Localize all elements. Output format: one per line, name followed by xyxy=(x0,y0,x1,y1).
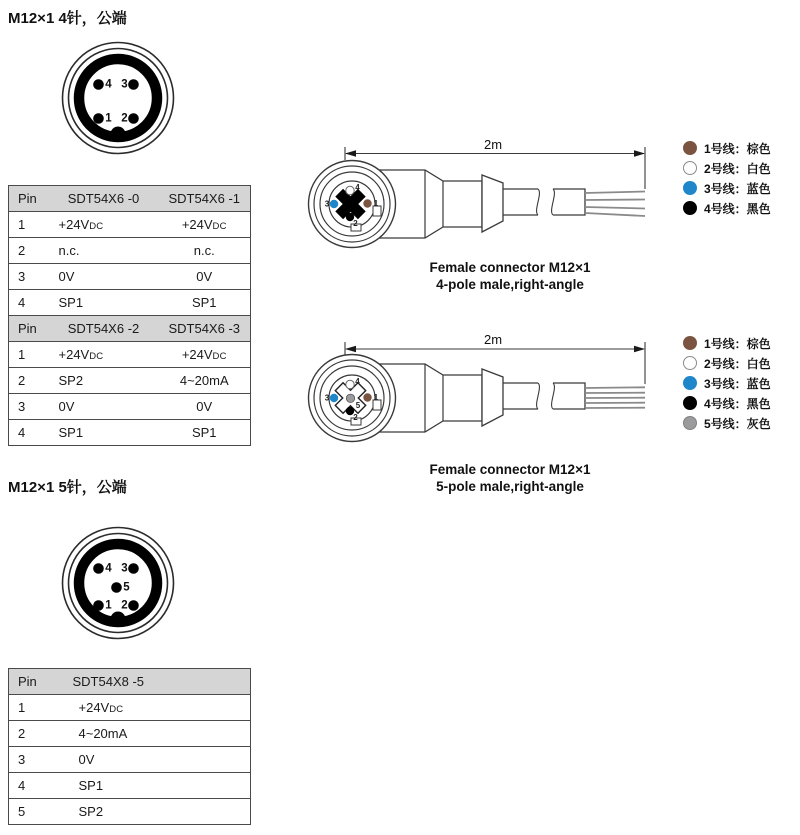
legend-item xyxy=(683,178,771,198)
pin-number-cell: 3 xyxy=(9,394,49,420)
column-header: SDT54X6 -3 xyxy=(159,316,251,342)
signal-cell: +24VDC xyxy=(49,342,159,368)
signal-cell: SP1 xyxy=(159,420,251,446)
subscript: DC xyxy=(109,704,124,715)
face-pin-label-1: 1 xyxy=(373,199,379,208)
subscript: DC xyxy=(212,221,227,232)
signal-cell: 4~20mA xyxy=(63,721,251,747)
face-pin-label-4: 4 xyxy=(355,183,360,192)
pin-number-cell: 2 xyxy=(9,238,49,264)
dim-label-2m: 2m xyxy=(483,137,503,152)
signal-cell: 4~20mA xyxy=(159,368,251,394)
pin-number-cell: 2 xyxy=(9,721,63,747)
pin-number-cell: 4 xyxy=(9,290,49,316)
signal-cell: SP1 xyxy=(159,290,251,316)
signal-cell: SP1 xyxy=(49,420,159,446)
signal-cell: SP2 xyxy=(63,799,251,825)
column-header: Pin xyxy=(9,669,63,695)
signal-cell: +24VDC xyxy=(49,212,159,238)
table-row xyxy=(9,290,251,316)
legend-label: 3号线：蓝色 xyxy=(704,376,771,391)
column-header: Pin xyxy=(9,186,49,212)
pin-label-3: 3 xyxy=(121,562,128,575)
face-dot-brown-pin1 xyxy=(363,199,371,207)
cable-break-curve-1 xyxy=(537,383,540,409)
section-heading-4pin: M12×1 4针，公端 xyxy=(8,10,127,27)
wire-color-dot xyxy=(683,201,697,215)
signal-cell: +24VDC xyxy=(63,695,251,721)
pin-number-cell: 4 xyxy=(9,773,63,799)
pin-dot-2 xyxy=(128,600,139,611)
face-pin-label-3: 3 xyxy=(324,393,330,403)
column-header: SDT54X8 -5 xyxy=(63,669,251,695)
cable-segment-2 xyxy=(553,189,585,215)
pin-number-cell: 5 xyxy=(9,799,63,825)
pin-label-4: 4 xyxy=(105,562,112,575)
face-dot-blue-pin3 xyxy=(330,200,338,208)
caption-line-2: 4-pole male,right-angle xyxy=(436,277,584,292)
wire-color-dot xyxy=(683,161,697,175)
legend-item xyxy=(683,353,771,373)
legend-label: 1号线：棕色 xyxy=(704,336,771,351)
connector-front-diagram-5pin xyxy=(58,523,178,648)
table-row xyxy=(9,212,251,238)
connector-front-4pin-svg xyxy=(58,38,178,158)
caption-line-2: 5-pole male,right-angle xyxy=(436,479,584,494)
face-pin-label-4: 4 xyxy=(355,377,360,386)
legend-item xyxy=(683,413,771,433)
pin-dot-5 xyxy=(111,582,122,593)
dim-arrow-left xyxy=(345,150,356,157)
legend-label: 5号线：灰色 xyxy=(704,416,771,431)
legend-label: 4号线：黑色 xyxy=(704,201,771,216)
connector-face-5pole xyxy=(309,355,396,442)
column-header: SDT54X6 -2 xyxy=(49,316,159,342)
signal-cell: SP1 xyxy=(63,773,251,799)
stripped-wires-4 xyxy=(585,192,645,217)
signal-cell: n.c. xyxy=(49,238,159,264)
signal-cell: SP2 xyxy=(49,368,159,394)
face-dot-white-pin2 xyxy=(346,380,354,388)
dim-arrow-right xyxy=(634,346,645,353)
pin-label-3: 3 xyxy=(121,78,128,91)
table-row xyxy=(9,773,251,799)
legend-item xyxy=(683,138,771,158)
legend-label: 1号线：棕色 xyxy=(704,141,771,156)
signal-cell: n.c. xyxy=(159,238,251,264)
pin-dot-3 xyxy=(128,79,139,90)
legend-item xyxy=(683,333,771,353)
table-row xyxy=(9,721,251,747)
pin-table-4pin xyxy=(8,185,251,446)
pin-number-cell: 3 xyxy=(9,264,49,290)
table-row xyxy=(9,368,251,394)
face-pin-label-1: 1 xyxy=(373,393,379,402)
pin-number-cell: 2 xyxy=(9,368,49,394)
cable-gland-nut xyxy=(482,369,503,426)
pin-number-cell: 1 xyxy=(9,342,49,368)
cable-break-curve-2 xyxy=(552,189,555,215)
face-pin-label-3: 3 xyxy=(324,199,330,209)
legend-item xyxy=(683,393,771,413)
keyway-notch xyxy=(111,127,126,142)
legend-label: 3号线：蓝色 xyxy=(704,181,771,196)
wire-color-legend-5pole xyxy=(683,333,771,433)
legend-item xyxy=(683,373,771,393)
pin-label-2: 2 xyxy=(121,112,128,125)
wire-color-dot xyxy=(683,336,697,350)
pin-dot-2 xyxy=(128,113,139,124)
subscript: DC xyxy=(212,351,227,362)
pin-label-5: 5 xyxy=(123,581,130,594)
face-pin-label-5: 5 xyxy=(355,401,361,410)
table-row xyxy=(9,420,251,446)
wire-color-dot xyxy=(683,356,697,370)
connector-front-5pin-svg xyxy=(58,523,178,643)
caption-line-1: Female connector M12×1 xyxy=(429,260,591,275)
wire-color-dot xyxy=(683,416,697,430)
pin-dot-1 xyxy=(93,600,104,611)
pin-dot-1 xyxy=(93,113,104,124)
face-dot-brown-pin1 xyxy=(363,393,371,401)
legend-item xyxy=(683,198,771,218)
cable-segment-1 xyxy=(503,189,538,215)
table-row xyxy=(9,264,251,290)
subscript: DC xyxy=(89,351,104,362)
table-row xyxy=(9,238,251,264)
connector-face-4pole xyxy=(309,161,396,248)
keyway-notch xyxy=(111,612,126,627)
signal-cell: 0V xyxy=(63,747,251,773)
pin-label-1: 1 xyxy=(105,112,112,125)
table-header-row xyxy=(9,186,251,212)
signal-cell: 0V xyxy=(49,264,159,290)
pin-dot-3 xyxy=(128,563,139,574)
cable-segment-2 xyxy=(553,383,585,409)
cable-gland-nut xyxy=(482,175,503,232)
legend-label: 2号线：白色 xyxy=(704,356,771,371)
table-header-row xyxy=(9,316,251,342)
face-dot-white-pin2 xyxy=(346,186,354,194)
legend-item xyxy=(683,158,771,178)
wire-color-dot xyxy=(683,396,697,410)
wire-color-dot xyxy=(683,181,697,195)
pin-label-1: 1 xyxy=(105,599,112,612)
wire-color-legend-4pole xyxy=(683,138,771,218)
table-row xyxy=(9,799,251,825)
table-row xyxy=(9,394,251,420)
wire-color-dot xyxy=(683,376,697,390)
pin-number-cell: 4 xyxy=(9,420,49,446)
cable-segment-1 xyxy=(503,383,538,409)
face-pin-label-2: 2 xyxy=(353,219,358,228)
pin-label-4: 4 xyxy=(105,78,112,91)
cable-caption-4pole xyxy=(380,259,640,293)
connector-black-ring xyxy=(79,59,157,137)
signal-cell: 0V xyxy=(159,394,251,420)
cable-break-curve-1 xyxy=(537,189,540,215)
pin-label-2: 2 xyxy=(121,599,128,612)
pin-number-cell: 1 xyxy=(9,212,49,238)
signal-cell: +24VDC xyxy=(159,342,251,368)
column-header: SDT54X6 -0 xyxy=(49,186,159,212)
cable-caption-5pole xyxy=(380,461,640,495)
section-heading-5pin: M12×1 5针，公端 xyxy=(8,479,127,496)
pin-table-5pin xyxy=(8,668,251,825)
signal-cell: +24VDC xyxy=(159,212,251,238)
wire-color-dot xyxy=(683,141,697,155)
caption-line-1: Female connector M12×1 xyxy=(429,462,591,477)
table-row xyxy=(9,342,251,368)
face-pin-label-2: 2 xyxy=(353,413,358,422)
pin-dot-4 xyxy=(93,79,104,90)
table-header-row xyxy=(9,669,251,695)
pin-number-cell: 1 xyxy=(9,695,63,721)
dim-arrow-right xyxy=(634,150,645,157)
table-row xyxy=(9,747,251,773)
face-dot-blue-pin3 xyxy=(330,394,338,402)
connector-front-diagram-4pin xyxy=(58,38,178,163)
pin-number-cell: 3 xyxy=(9,747,63,773)
dim-arrow-left xyxy=(345,346,356,353)
face-dot-gray-pin5 xyxy=(346,394,354,402)
pin-dot-4 xyxy=(93,563,104,574)
subscript: DC xyxy=(89,221,104,232)
legend-label: 2号线：白色 xyxy=(704,161,771,176)
table-row xyxy=(9,695,251,721)
signal-cell: SP1 xyxy=(49,290,159,316)
column-header: Pin xyxy=(9,316,49,342)
signal-cell: 0V xyxy=(49,394,159,420)
stripped-wires-5 xyxy=(585,387,645,408)
dim-label-2m: 2m xyxy=(483,332,503,347)
cable-break-curve-2 xyxy=(552,383,555,409)
column-header: SDT54X6 -1 xyxy=(159,186,251,212)
legend-label: 4号线：黑色 xyxy=(704,396,771,411)
signal-cell: 0V xyxy=(159,264,251,290)
